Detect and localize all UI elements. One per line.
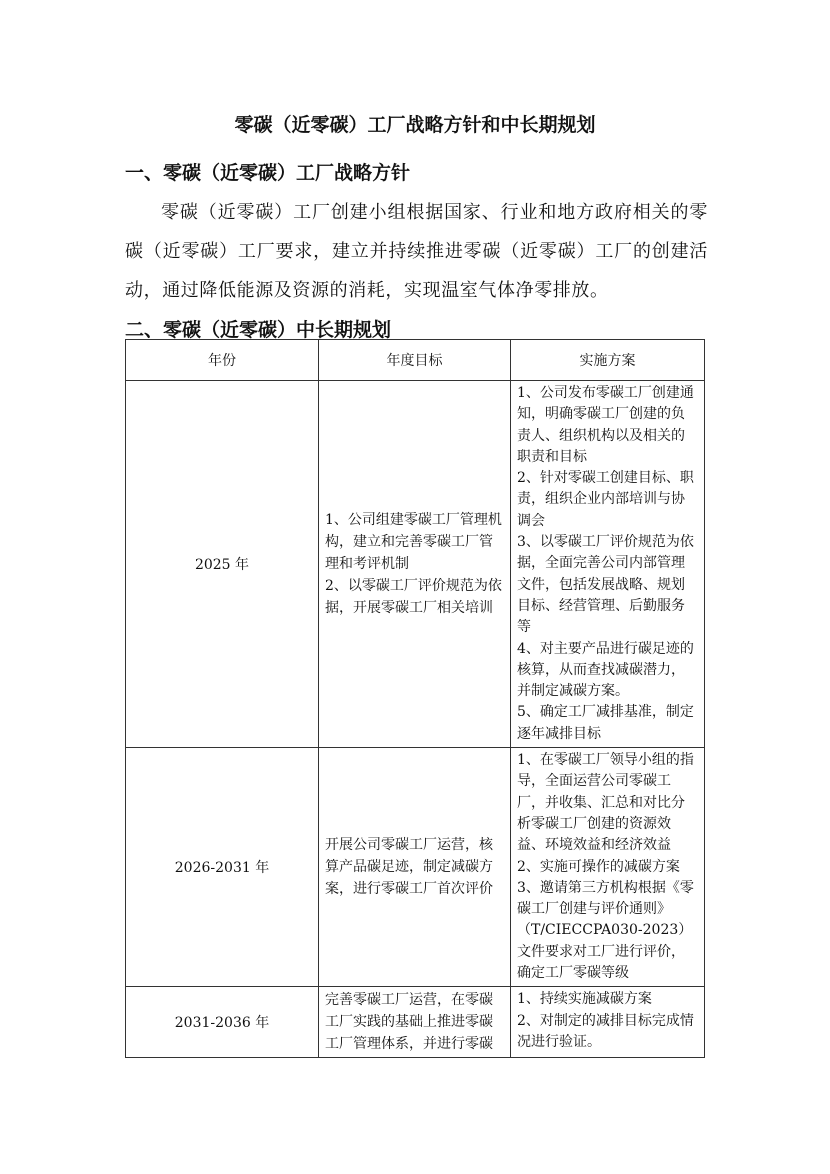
plan-item: 1、持续实施减碳方案: [517, 991, 652, 1008]
goal-item: 开展公司零碳工厂运营，核算产品碳足迹，制定减碳方案，进行零碳工厂首次评价: [325, 837, 493, 898]
header-year: 年份: [126, 340, 319, 381]
document-title: 零碳（近零碳）工厂战略方针和中长期规划: [234, 114, 596, 136]
plan-item: 2、对制定的减排目标完成情况进行验证。: [517, 1012, 694, 1050]
section-heading-strategy: 一、零碳（近零碳）工厂战略方针: [125, 162, 411, 184]
table-row: [126, 987, 705, 1058]
header-plan: 实施方案: [511, 340, 705, 381]
plan-item: 1、在零碳工厂领导小组的指导，全面运营公司零碳工厂，并收集、汇总和对比分析零碳工厂创建的资源效益、环境效益和经济效益: [517, 752, 694, 854]
year-cell: 2031-2036 年: [126, 987, 319, 1058]
plan-cell: [511, 987, 705, 1058]
plan-item: 3、邀请第三方机构根据《零碳工厂创建与评价通则》（T/CIECCPA030-2023）文件要求对工厂进行评价，确定工厂零碳等级: [517, 879, 694, 982]
header-goal: 年度目标: [319, 340, 511, 381]
goal-cell: [319, 381, 511, 748]
plan-item: 4、对主要产品进行碳足迹的核算，从而查找减碳潜力，并制定减碳方案。: [517, 640, 694, 700]
goal-cell: [319, 748, 511, 987]
plan-item: 2、实施可操作的减碳方案: [517, 858, 680, 875]
plan-item: 2、针对零碳工创建目标、职责，组织企业内部培训与协调会: [517, 470, 694, 529]
goal-cell: [319, 987, 511, 1058]
table-row: [126, 381, 705, 748]
table-header-row: [126, 340, 705, 381]
goal-item: 2、以零碳工厂评价规范为依据，开展零碳工厂相关培训: [325, 578, 502, 617]
plan-table: [125, 339, 705, 1058]
plan-item: 3、以零碳工厂评价规范为依据，全面完善公司内部管理文件，包括发展战略、规划目标、经营管理、后勤服务等: [517, 534, 694, 636]
goal-item: 完善零碳工厂运营，在零碳工厂实践的基础上推进零碳工厂管理体系，并进行零碳: [325, 992, 493, 1053]
year-cell: 2025 年: [126, 381, 319, 748]
section-heading-plan: 二、零碳（近零碳）中长期规划: [125, 319, 392, 341]
year-cell: 2026-2031 年: [126, 748, 319, 987]
plan-cell: [511, 748, 705, 987]
goal-item: 1、公司组建零碳工厂管理机构，建立和完善零碳工厂管理和考评机制: [325, 512, 502, 573]
plan-item: 5、确定工厂减排基准，制定逐年减排目标: [517, 704, 694, 742]
plan-cell: [511, 381, 705, 748]
strategy-paragraph: 零碳（近零碳）工厂创建小组根据国家、行业和地方政府相关的零碳（近零碳）工厂要求，建立并持续推进零碳（近零碳）工厂的创建活动，通过降低能源及资源的消耗，实现温室气体净零排放。: [125, 202, 708, 301]
table-row: [126, 748, 705, 987]
plan-item: 1、公司发布零碳工厂创建通知，明确零碳工厂创建的负责人、组织机构以及相关的职责和目标: [517, 385, 694, 465]
